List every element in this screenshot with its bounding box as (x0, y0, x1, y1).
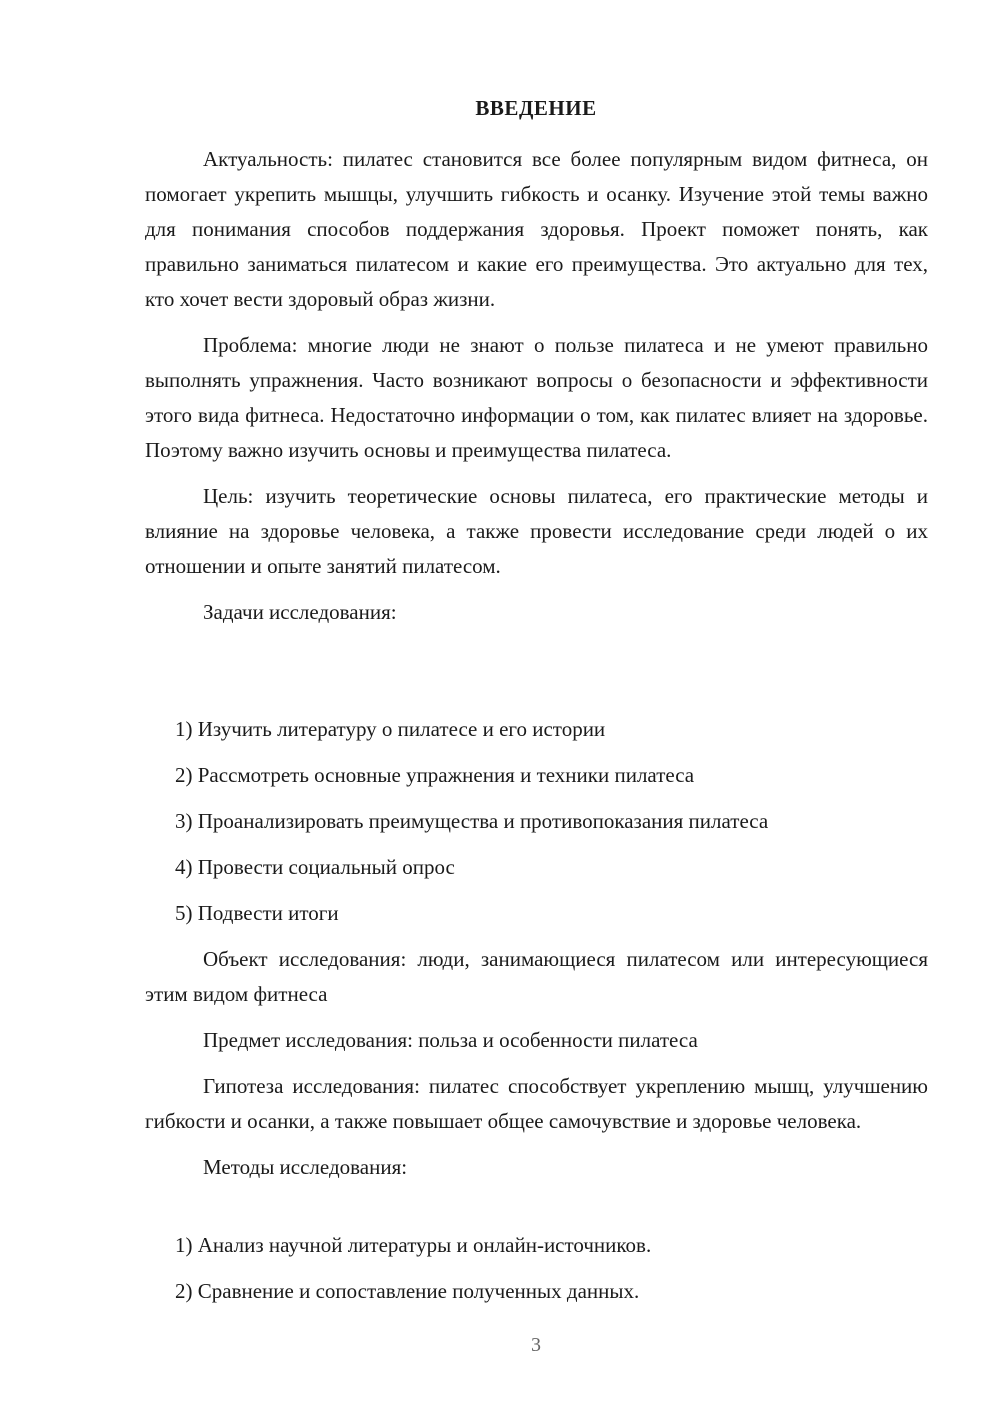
list-item: 2) Сравнение и сопоставление полученных данных. (175, 1279, 640, 1303)
page-number: 3 (531, 1334, 541, 1356)
page-title: ВВЕДЕНИЕ (475, 96, 597, 120)
methods-list (145, 1228, 928, 1309)
problem-paragraph: Проблема: многие люди не знают о пользе пилатеса и не умеют правильно выполнять упражнения. Часто возникают вопросы о безопасности и эффективности этого вида фитнеса. Недостаточно информации о том, как пилатес влияет на здоровье. Поэтому важно изучить основы и преимущества пилатеса. (145, 333, 928, 462)
list-item: 4) Провести социальный опрос (175, 855, 455, 879)
list-item: 5) Подвести итоги (175, 901, 339, 925)
intro-text-block (145, 142, 928, 630)
list-item: 3) Проанализировать преимущества и противопоказания пилатеса (175, 809, 769, 833)
list-item: 2) Рассмотреть основные упражнения и техники пилатеса (175, 763, 695, 787)
tasks-heading: Задачи исследования: (203, 600, 397, 624)
list-item: 1) Анализ научной литературы и онлайн-источников. (175, 1233, 652, 1257)
list-item: 1) Изучить литературу о пилатесе и его истории (175, 717, 606, 741)
tasks-list (145, 712, 928, 1185)
object-paragraph: Объект исследования: люди, занимающиеся пилатесом или интересующиеся этим видом фитнеса (145, 947, 928, 1006)
hypothesis-paragraph: Гипотеза исследования: пилатес способствует укреплению мышц, улучшению гибкости и осанки, а также повышает общее самочувствие и здоровье человека. (145, 1074, 928, 1133)
subject-paragraph: Предмет исследования: польза и особенности пилатеса (203, 1028, 698, 1052)
relevance-paragraph: Актуальность: пилатес становится все более популярным видом фитнеса, он помогает укрепить мышцы, улучшить гибкость и осанку. Изучение этой темы важно для понимания способов поддержания здоровья. Проект поможет понять, как правильно заниматься пилатесом и какие его преимущества. Это актуально для тех, кто хочет вести здоровый образ жизни. (145, 147, 928, 311)
methods-heading: Методы исследования: (203, 1155, 408, 1179)
goal-paragraph: Цель: изучить теоретические основы пилатеса, его практические методы и влияние на здоровье человека, а также провести исследование среди людей о их отношении и опыте занятий пилатесом. (145, 484, 928, 578)
